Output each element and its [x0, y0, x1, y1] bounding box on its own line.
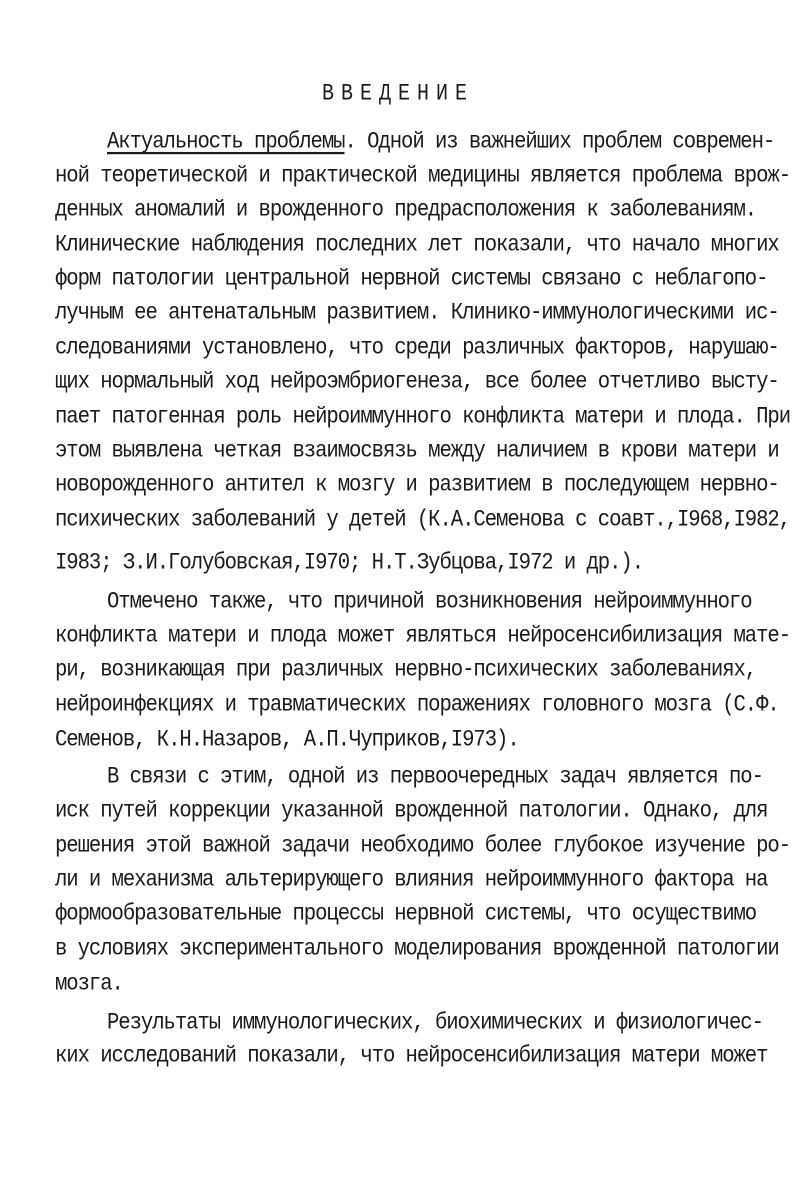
text-line: иск путей коррекции указанной врожденной патологии. Однако, для — [55, 798, 768, 825]
inline-heading: Актуальность проблемы — [107, 129, 345, 156]
text-line: Клинические наблюдения последних лет показали, что начало многих — [55, 232, 779, 259]
text-line: ри, возникающая при различных нервно-психических заболеваниях, — [55, 657, 757, 684]
text-line: в условиях экспериментального моделирования врожденной патологии — [55, 936, 779, 963]
text-line: решения этой важной задачи необходимо более глубокое изучение ро- — [55, 833, 791, 860]
text-line: лучным ее антенатальным развитием. Клинико-иммунологическими ис- — [55, 300, 779, 327]
section-title: ВВЕДЕНИЕ — [322, 81, 475, 108]
text-line: ких исследований показали, что нейросенсибилизация матери может — [55, 1043, 768, 1070]
text-line: мозга. — [55, 971, 123, 998]
text-line: конфликта матери и плода может являться нейросенсибилизация мате- — [55, 623, 791, 650]
text-line: ли и механизма альтерирующего влияния нейроиммунного фактора на — [55, 867, 768, 894]
text-line: новорожденного антител к мозгу и развитием в последующем нервно- — [55, 472, 779, 499]
text-line: щих нормальный ход нейроэмбриогенеза, все более отчетливо высту- — [55, 369, 779, 396]
text-line: нейроинфекциях и травматических поражениях головного мозга (С.Ф. — [55, 692, 779, 719]
text-line: Отмечено также, что причиной возникновения нейроиммунного — [107, 589, 752, 616]
text-line: Семенов, К.Н.Назаров, А.П.Чуприков,I973). — [55, 727, 519, 754]
text-line: следованиями установлено, что среди различных факторов, нарушаю- — [55, 335, 779, 362]
text-line: денных аномалий и врожденного предрасположения к заболеваниям. — [55, 197, 757, 224]
text-line: этом выявлена четкая взаимосвязь между наличием в крови матери и — [55, 438, 779, 465]
text-line: Актуальность проблемы. Одной из важнейших проблем современ- — [107, 129, 775, 156]
text-line: В связи с этим, одной из первоочередных задач является по- — [107, 764, 763, 791]
text-line: ной теоретической и практической медицины является проблема врож- — [55, 163, 791, 190]
text-line: психических заболеваний у детей (К.А.Семенова с соавт.,I968,I982, — [55, 507, 791, 534]
text-line: Результаты иммунологических, биохимических и физиологичес- — [107, 1010, 763, 1037]
text-line: форм патологии центральной нервной системы связано с неблагопо- — [55, 266, 768, 293]
text-line: I983; З.И.Голубовская,I970; Н.Т.Зубцова,I972 и др.). — [55, 550, 644, 577]
text-line: формообразовательные процессы нервной системы, что осуществимо — [55, 901, 757, 928]
text-line: пает патогенная роль нейроиммунного конфликта матери и плода. При — [55, 404, 791, 431]
